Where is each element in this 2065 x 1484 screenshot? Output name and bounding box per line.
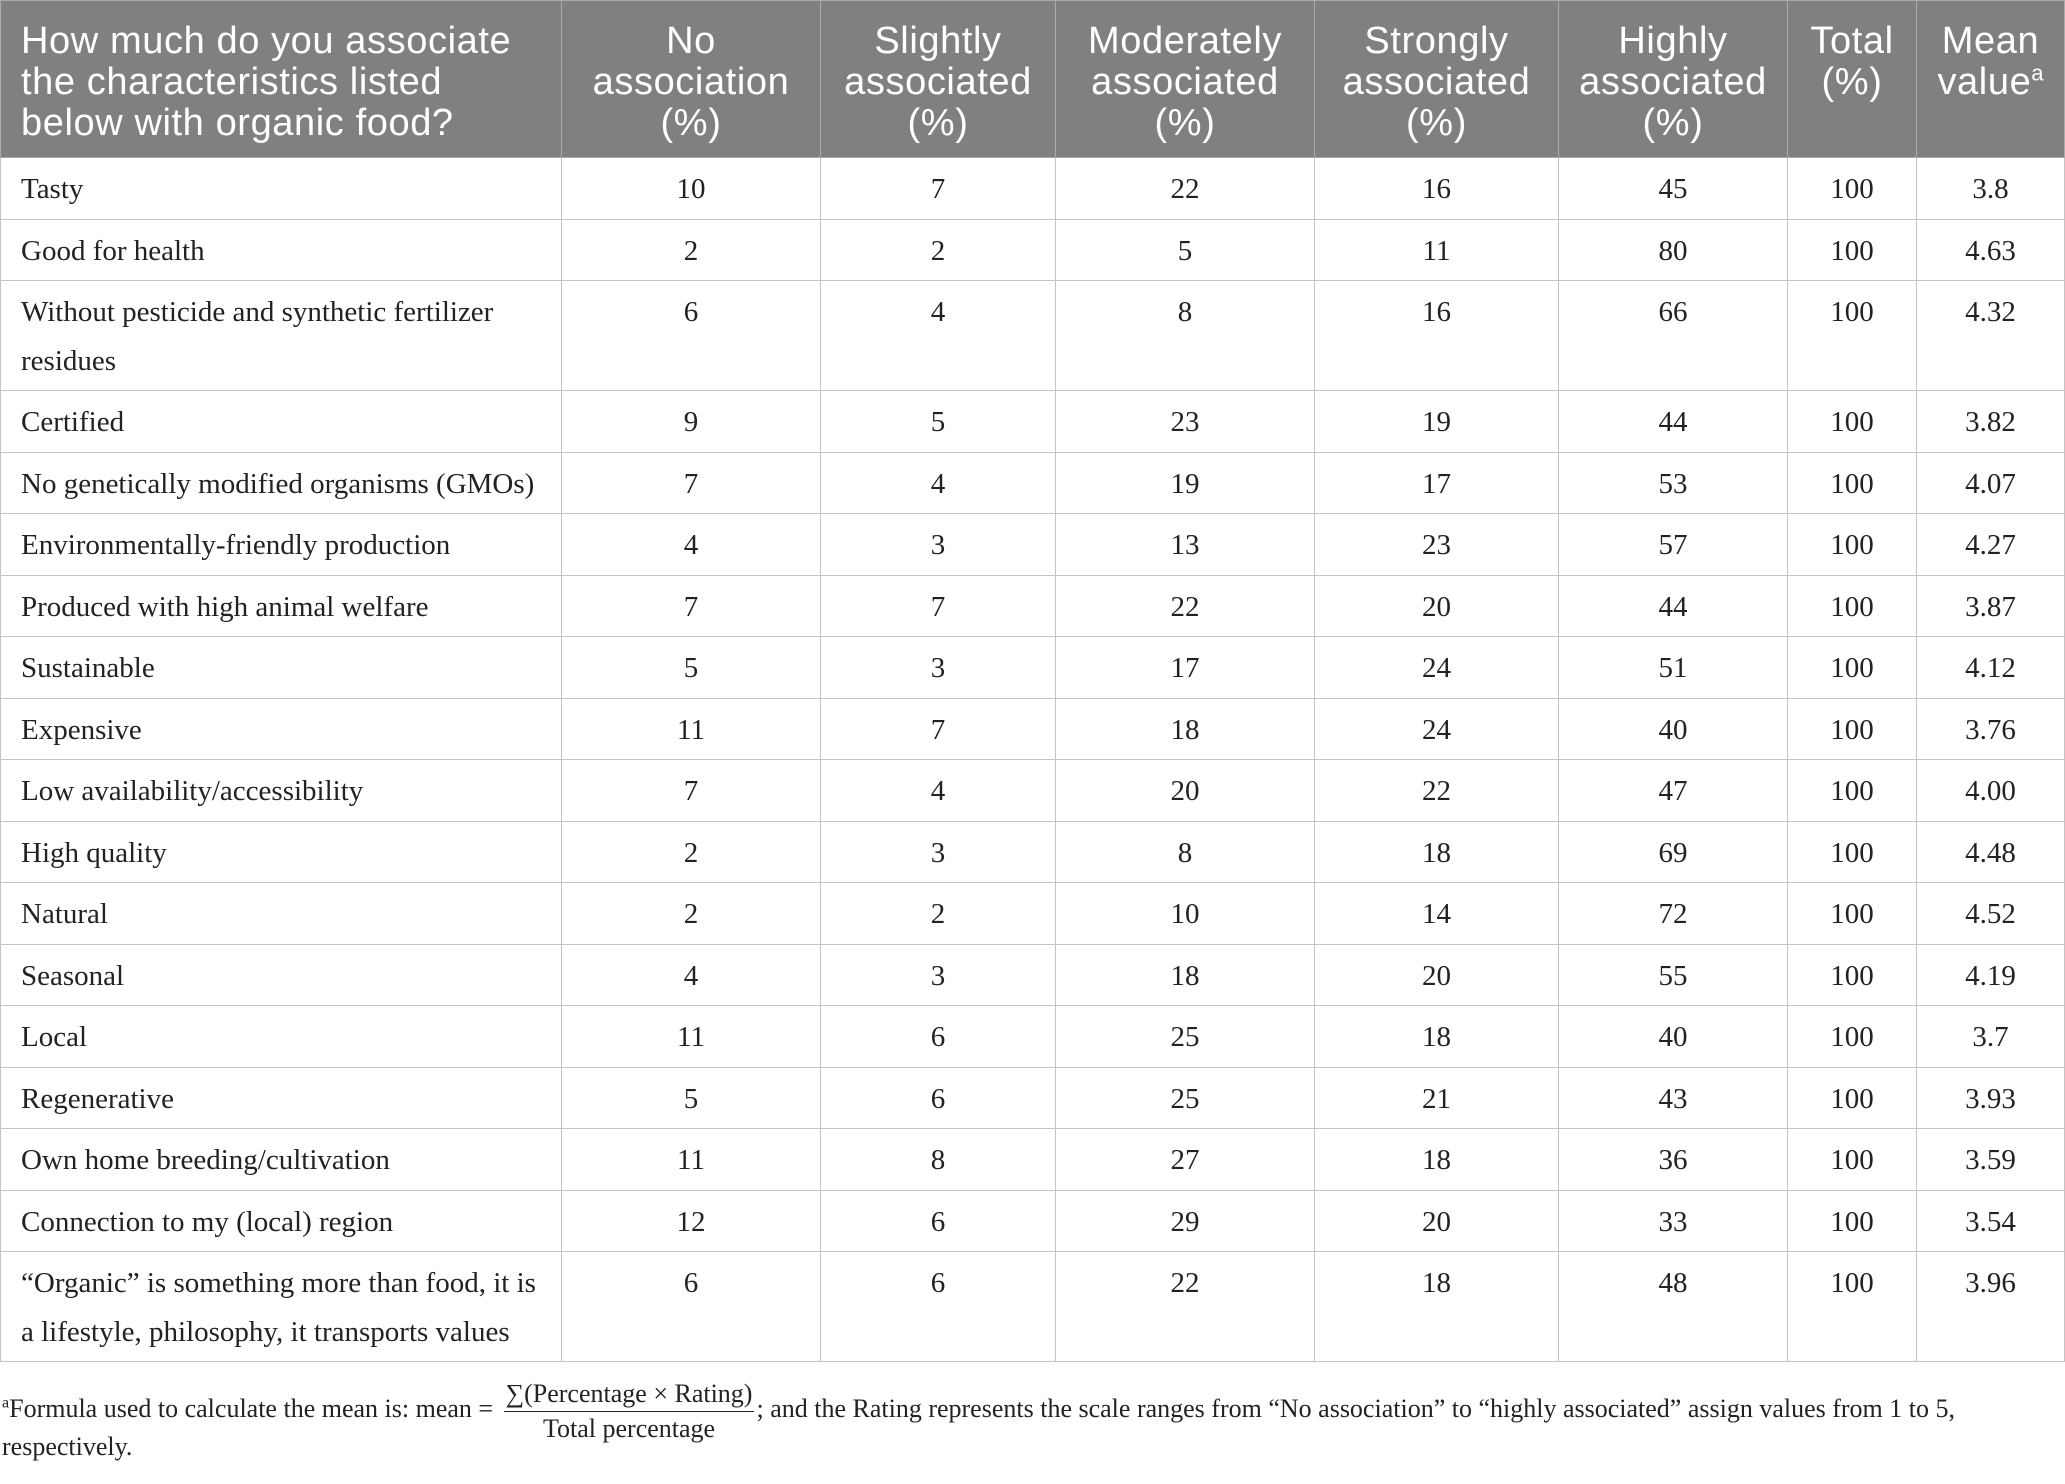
cell-no-association: 2 [562,821,821,883]
column-header-text: value [1937,61,2032,103]
cell-slightly-associated: 4 [821,760,1056,822]
cell-mean-value: 4.27 [1917,514,2065,576]
cell-moderately-associated: 29 [1056,1190,1315,1252]
row-label-line: Good for health [21,234,205,267]
cell-total: 100 [1788,452,1917,514]
cell-total: 100 [1788,575,1917,637]
cell-moderately-associated: 18 [1056,698,1315,760]
column-header-text: below with organic food? [21,102,454,144]
cell-mean-value: 4.12 [1917,637,2065,699]
table-row [1,391,2065,453]
cell-highly-associated: 80 [1559,219,1788,281]
row-label-characteristic [1,944,562,1006]
table-row [1,219,2065,281]
row-label-line: Connection to my (local) region [21,1205,394,1238]
cell-slightly-associated: 3 [821,514,1056,576]
table-row [1,944,2065,1006]
cell-moderately-associated: 18 [1056,944,1315,1006]
cell-moderately-associated: 22 [1056,158,1315,220]
cell-slightly-associated: 6 [821,1067,1056,1129]
footnote-marker: a [2031,60,2044,86]
cell-strongly-associated: 20 [1315,1190,1559,1252]
cell-strongly-associated: 18 [1315,1252,1559,1362]
column-header-characteristic [1,1,562,158]
row-label-line: Own home breeding/cultivation [21,1144,390,1176]
cell-mean-value: 3.96 [1917,1252,2065,1362]
row-label-line: Expensive [21,713,142,746]
column-header-text: associated [1342,61,1531,103]
column-header-line [1056,103,1314,144]
table-row [1,760,2065,822]
cell-total: 100 [1788,760,1917,822]
formula-denominator: Total percentage [542,1413,716,1443]
column-header-text: (%) [1642,102,1704,144]
cell-moderately-associated: 22 [1056,1252,1315,1362]
table-row [1,575,2065,637]
column-header-text: associated [844,61,1032,103]
table-row [1,1006,2065,1068]
row-label-line: Low availability/accessibility [21,775,364,807]
cell-strongly-associated: 18 [1315,821,1559,883]
column-header-line [1788,62,1916,103]
column-header-line [821,62,1055,103]
row-label-characteristic [1,281,562,391]
column-header-line [1559,103,1787,144]
column-header-text: association [592,61,790,103]
row-label-line: Tasty [21,173,84,205]
cell-slightly-associated: 2 [821,219,1056,281]
header-row [1,1,2065,158]
cell-no-association: 7 [562,575,821,637]
row-label-characteristic [1,760,562,822]
cell-slightly-associated: 8 [821,1129,1056,1191]
footnote-marker: a [2,1394,10,1412]
cell-slightly-associated: 6 [821,1190,1056,1252]
cell-strongly-associated: 16 [1315,281,1559,391]
table-row [1,637,2065,699]
cell-total: 100 [1788,637,1917,699]
cell-no-association: 5 [562,1067,821,1129]
column-header-total [1788,1,1917,158]
column-header-text: Highly [1618,20,1728,62]
row-label-line: Certified [21,406,125,438]
row-label-line: Produced with high animal welfare [21,590,429,623]
cell-highly-associated: 44 [1559,575,1788,637]
cell-total: 100 [1788,281,1917,391]
cell-strongly-associated: 20 [1315,944,1559,1006]
cell-slightly-associated: 3 [821,821,1056,883]
column-header-line [1788,21,1916,62]
cell-mean-value: 4.07 [1917,452,2065,514]
cell-no-association: 11 [562,1006,821,1068]
cell-no-association: 9 [562,391,821,453]
cell-highly-associated: 45 [1559,158,1788,220]
cell-mean-value: 4.32 [1917,281,2065,391]
row-label-line: Local [21,1021,88,1053]
table-row [1,698,2065,760]
cell-highly-associated: 36 [1559,1129,1788,1191]
cell-strongly-associated: 22 [1315,760,1559,822]
row-label-characteristic [1,391,562,453]
column-header-line [562,62,820,103]
row-label-characteristic [1,1129,562,1191]
cell-total: 100 [1788,698,1917,760]
column-header-text: Strongly [1364,20,1509,62]
cell-moderately-associated: 8 [1056,821,1315,883]
footnote-line-1 [2,1378,1956,1443]
cell-moderately-associated: 23 [1056,391,1315,453]
row-label-characteristic [1,158,562,220]
cell-strongly-associated: 24 [1315,698,1559,760]
table-header [1,1,2065,158]
table-row [1,514,2065,576]
cell-slightly-associated: 7 [821,575,1056,637]
column-header-line [562,103,820,144]
column-header-line [1917,21,2064,62]
cell-no-association: 4 [562,514,821,576]
cell-strongly-associated: 16 [1315,158,1559,220]
cell-slightly-associated: 4 [821,281,1056,391]
cell-highly-associated: 51 [1559,637,1788,699]
table-row [1,281,2065,391]
cell-slightly-associated: 6 [821,1252,1056,1362]
row-label-characteristic [1,637,562,699]
table-row [1,883,2065,945]
footnote-line-2: respectively. [2,1432,133,1461]
table-row [1,452,2065,514]
row-label-characteristic [1,575,562,637]
cell-mean-value: 3.54 [1917,1190,2065,1252]
cell-strongly-associated: 23 [1315,514,1559,576]
column-header-text: (%) [1821,61,1883,103]
cell-total: 100 [1788,391,1917,453]
cell-total: 100 [1788,1006,1917,1068]
cell-slightly-associated: 4 [821,452,1056,514]
cell-moderately-associated: 5 [1056,219,1315,281]
column-header-text: Moderately [1088,20,1282,62]
cell-slightly-associated: 3 [821,637,1056,699]
cell-total: 100 [1788,1252,1917,1362]
cell-total: 100 [1788,883,1917,945]
cell-highly-associated: 40 [1559,698,1788,760]
cell-highly-associated: 47 [1559,760,1788,822]
cell-total: 100 [1788,821,1917,883]
column-header-text: associated [1579,61,1767,103]
cell-no-association: 5 [562,637,821,699]
cell-no-association: 11 [562,698,821,760]
cell-strongly-associated: 17 [1315,452,1559,514]
cell-total: 100 [1788,514,1917,576]
column-header-line [821,103,1055,144]
table-row [1,1067,2065,1129]
column-header-mean-value [1917,1,2065,158]
cell-highly-associated: 43 [1559,1067,1788,1129]
row-label-line: Environmentally-friendly production [21,529,451,561]
cell-highly-associated: 40 [1559,1006,1788,1068]
column-header-slightly-associated [821,1,1056,158]
column-header-line [1315,21,1558,62]
row-label-line: High quality [21,836,167,869]
row-label-characteristic [1,1190,562,1252]
cell-total: 100 [1788,1190,1917,1252]
column-header-line [1559,62,1787,103]
cell-strongly-associated: 21 [1315,1067,1559,1129]
formula-numerator: ∑(Percentage × Rating) [504,1377,755,1412]
cell-mean-value: 3.87 [1917,575,2065,637]
column-header-line [21,62,561,103]
cell-highly-associated: 33 [1559,1190,1788,1252]
cell-slightly-associated: 2 [821,883,1056,945]
cell-moderately-associated: 25 [1056,1006,1315,1068]
cell-highly-associated: 72 [1559,883,1788,945]
column-header-moderately-associated [1056,1,1315,158]
column-header-line [1559,21,1787,62]
column-header-text: Slightly [874,20,1002,62]
cell-mean-value: 3.7 [1917,1006,2065,1068]
cell-mean-value: 3.8 [1917,158,2065,220]
cell-moderately-associated: 25 [1056,1067,1315,1129]
cell-total: 100 [1788,1129,1917,1191]
row-label-line: No genetically modified organisms (GMOs) [21,467,535,500]
cell-moderately-associated: 17 [1056,637,1315,699]
cell-highly-associated: 44 [1559,391,1788,453]
cell-no-association: 2 [562,883,821,945]
cell-mean-value: 4.19 [1917,944,2065,1006]
column-header-line [1315,103,1558,144]
cell-strongly-associated: 19 [1315,391,1559,453]
cell-moderately-associated: 22 [1056,575,1315,637]
row-label-line: Natural [21,898,108,930]
row-label-line: “Organic” is something more than food, it is [21,1267,536,1299]
table-body [1,158,2065,1362]
cell-total: 100 [1788,219,1917,281]
cell-no-association: 11 [562,1129,821,1191]
cell-moderately-associated: 13 [1056,514,1315,576]
column-header-line [21,21,561,62]
row-label-characteristic [1,514,562,576]
cell-highly-associated: 57 [1559,514,1788,576]
cell-no-association: 7 [562,760,821,822]
column-header-text: No [666,20,716,62]
cell-mean-value: 3.59 [1917,1129,2065,1191]
column-header-text: Mean [1941,20,2040,62]
table-row [1,1129,2065,1191]
cell-total: 100 [1788,158,1917,220]
column-header-line [562,21,820,62]
table-row [1,821,2065,883]
cell-mean-value: 4.63 [1917,219,2065,281]
column-header-line [821,21,1055,62]
cell-slightly-associated: 7 [821,698,1056,760]
column-header-text: the characteristics listed [21,61,443,103]
cell-mean-value: 4.48 [1917,821,2065,883]
cell-no-association: 4 [562,944,821,1006]
table-row [1,1252,2065,1362]
column-header-text: How much do you associate [21,20,512,62]
table-row [1,158,2065,220]
cell-slightly-associated: 5 [821,391,1056,453]
cell-no-association: 10 [562,158,821,220]
row-label-line: Seasonal [21,959,125,992]
cell-moderately-associated: 27 [1056,1129,1315,1191]
cell-mean-value: 3.82 [1917,391,2065,453]
row-label-characteristic [1,219,562,281]
cell-highly-associated: 66 [1559,281,1788,391]
row-label-line: Without pesticide and synthetic fertilizer [21,296,494,328]
column-header-line [1056,62,1314,103]
cell-strongly-associated: 20 [1315,575,1559,637]
cell-strongly-associated: 18 [1315,1129,1559,1191]
cell-moderately-associated: 20 [1056,760,1315,822]
cell-total: 100 [1788,944,1917,1006]
cell-highly-associated: 55 [1559,944,1788,1006]
cell-mean-value: 3.93 [1917,1067,2065,1129]
column-header-text: (%) [907,102,969,144]
cell-strongly-associated: 24 [1315,637,1559,699]
row-label-characteristic [1,1252,562,1362]
cell-strongly-associated: 11 [1315,219,1559,281]
column-header-no-association [562,1,821,158]
column-header-line [1315,62,1558,103]
cell-mean-value: 3.76 [1917,698,2065,760]
cell-no-association: 2 [562,219,821,281]
column-header-line [1056,21,1314,62]
cell-no-association: 6 [562,1252,821,1362]
column-header-highly-associated [1559,1,1788,158]
cell-total: 100 [1788,1067,1917,1129]
footnote-lead: Formula used to calculate the mean is: [9,1394,410,1423]
column-header-strongly-associated [1315,1,1559,158]
cell-highly-associated: 48 [1559,1252,1788,1362]
cell-highly-associated: 53 [1559,452,1788,514]
row-label-line: Sustainable [21,652,155,684]
row-label-characteristic [1,698,562,760]
column-header-text: Total [1810,20,1894,62]
cell-slightly-associated: 3 [821,944,1056,1006]
footnote-explanation: ; and the Rating represents the scale ranges from “No association” to “highly associated” assign values from 1 to 5, [756,1394,1956,1423]
table-row [1,1190,2065,1252]
column-header-line [21,103,561,144]
row-label-characteristic [1,1006,562,1068]
cell-moderately-associated: 19 [1056,452,1315,514]
cell-moderately-associated: 10 [1056,883,1315,945]
row-label-characteristic [1,452,562,514]
cell-no-association: 7 [562,452,821,514]
cell-slightly-associated: 7 [821,158,1056,220]
cell-mean-value: 4.52 [1917,883,2065,945]
column-header-text: (%) [1154,102,1216,144]
cell-moderately-associated: 8 [1056,281,1315,391]
column-header-text: (%) [660,102,722,144]
cell-strongly-associated: 14 [1315,883,1559,945]
formula-mean-label: mean = [415,1394,494,1423]
cell-slightly-associated: 6 [821,1006,1056,1068]
cell-no-association: 6 [562,281,821,391]
row-label-line: residues [21,345,117,377]
row-label-characteristic [1,883,562,945]
cell-mean-value: 4.00 [1917,760,2065,822]
column-header-text: (%) [1406,102,1467,144]
row-label-characteristic [1,1067,562,1129]
cell-highly-associated: 69 [1559,821,1788,883]
cell-no-association: 12 [562,1190,821,1252]
column-header-text: associated [1091,61,1279,103]
column-header-line [1917,62,2064,103]
row-label-characteristic [1,821,562,883]
row-label-line: Regenerative [21,1082,174,1115]
table-footnote [2,1366,2062,1478]
row-label-line: a lifestyle, philosophy, it transports values [21,1316,510,1348]
mean-formula-fraction [504,1377,755,1446]
cell-strongly-associated: 18 [1315,1006,1559,1068]
